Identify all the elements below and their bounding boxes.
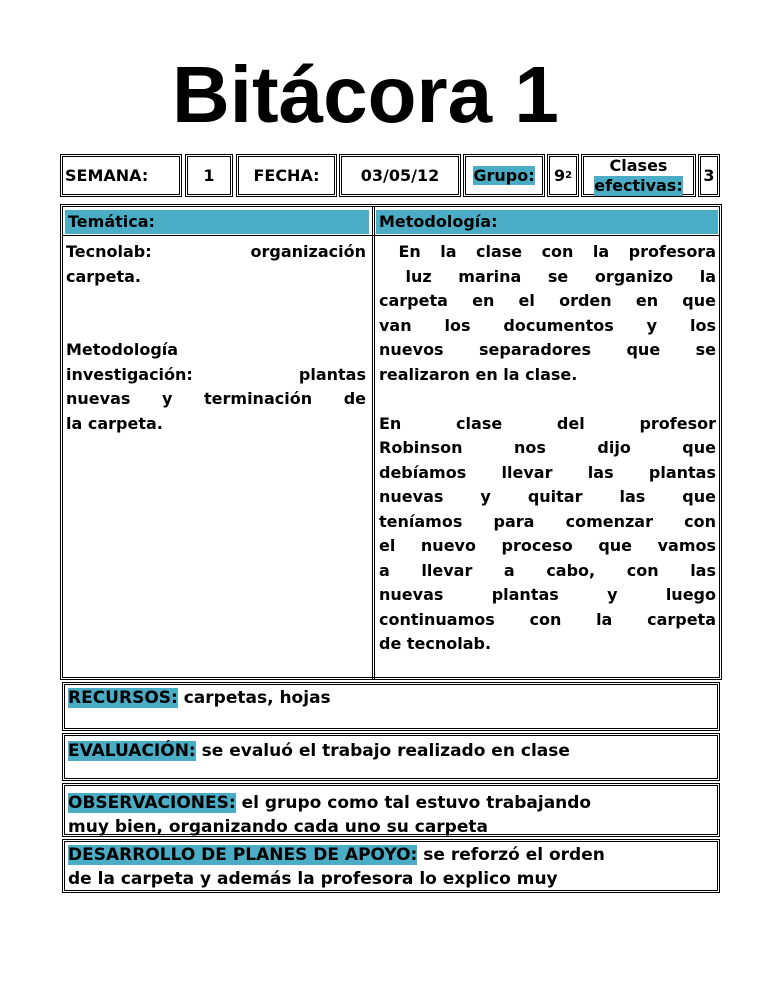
header-divider [63,235,719,236]
semana-label: SEMANA: [65,166,149,185]
tematica-line: la carpeta. [66,413,163,433]
metodologia-line: nuevas plantas y luego [379,585,716,604]
grupo-label: Grupo: [473,166,535,185]
metodologia-line: nuevas y quitar las que [379,487,716,506]
tematica-header [65,210,369,234]
metodologia-line: teníamos para comenzar con [379,511,716,531]
clases-label-cell [581,154,696,197]
tematica-line: Metodología [66,340,179,359]
grupo-value: 9 [553,166,566,185]
grupo-label-cell [463,154,545,197]
tematica-line: investigación: plantas [66,364,366,384]
recursos-text: carpetas, hojas [177,688,331,708]
tematica-line [66,314,366,339]
clases-value: 3 [703,166,715,185]
evaluacion-text: se evaluó el trabajo realizado en clase [195,741,570,761]
tematica-line: carpeta. [66,266,141,286]
clases-label-1: Clases [609,155,668,175]
metodologia-line: el nuevo proceso que vamos [379,536,716,555]
tematica-label: Temática: [68,212,155,231]
metodologia-line: debíamos llevar las plantas [379,462,716,482]
recursos-label: RECURSOS: [68,688,178,708]
column-divider [372,207,375,679]
recursos-row [62,682,720,731]
fecha-label-cell [236,154,337,197]
metodologia-line: realizaron en la clase. [379,364,578,384]
clases-value-cell [698,154,720,197]
fecha-label: FECHA: [253,166,320,185]
observaciones-label: OBSERVACIONES: [68,793,236,813]
grupo-superscript: 2 [565,170,573,181]
tematica-line [66,289,366,314]
metodologia-line: En clase del profesor [379,413,716,433]
grupo-value-cell [547,154,579,197]
metodologia-body [379,240,716,657]
desarrollo-text-2: de la carpeta y además la profesora lo explico muy [68,869,558,889]
metodologia-line: continuamos con la carpeta [379,609,716,629]
metodologia-line: luz marina se organizo la [379,266,716,286]
desarrollo-row [62,839,720,893]
metodologia-line: de tecnolab. [379,634,492,653]
metodologia-line [379,387,716,412]
page-title: Bitácora 1 [172,50,559,139]
desarrollo-label: DESARROLLO DE PLANES DE APOYO: [68,845,418,865]
tematica-line: nuevas y terminación de [66,389,366,408]
tematica-body [66,240,366,436]
desarrollo-text-1: se reforzó el orden [417,845,605,865]
metodologia-line: a llevar a cabo, con las [379,560,716,580]
metodologia-label: Metodología: [379,212,498,231]
observaciones-text-2: muy bien, organizando cada uno su carpeta [68,817,488,837]
observaciones-text-1: el grupo como tal estuvo trabajando [235,793,592,813]
evaluacion-label: EVALUACIÓN: [68,741,196,761]
metodologia-header [376,210,718,234]
semana-value: 1 [203,166,215,185]
metodologia-line: nuevos separadores que se [379,340,716,359]
fecha-value-cell [339,154,461,197]
metodologia-line: carpeta en el orden en que [379,291,716,310]
tematica-line: Tecnolab: organización [66,242,366,261]
content-table [60,204,722,680]
clases-label-2: efectivas: [594,175,683,195]
semana-value-cell [185,154,233,197]
observaciones-row [62,783,720,837]
semana-label-cell [60,154,182,197]
evaluacion-row [62,733,720,781]
metodologia-line: van los documentos y los [379,315,716,335]
metodologia-line: En la clase con la profesora [379,242,716,261]
metodologia-line: Robinson nos dijo que [379,438,716,457]
fecha-value: 03/05/12 [360,166,440,185]
